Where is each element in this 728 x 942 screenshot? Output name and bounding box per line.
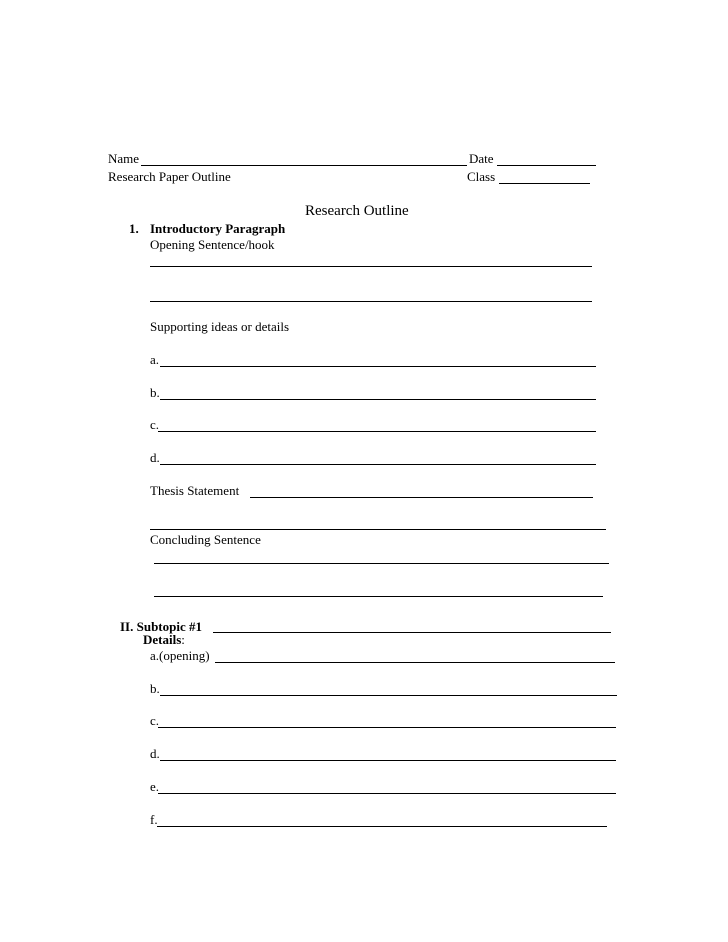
supporting-item-a-line[interactable] [160, 366, 596, 367]
details-label-colon: : [181, 632, 185, 647]
thesis-line-2[interactable] [150, 529, 606, 530]
supporting-item-a-label: a. [150, 352, 160, 367]
document-subtitle: Research Paper Outline [108, 169, 231, 184]
section-1-heading: Introductory Paragraph [150, 221, 286, 236]
details-label-text: Details [143, 632, 182, 647]
detail-item-a-label: a.(opening) [150, 648, 210, 663]
thesis-line-1[interactable] [250, 497, 593, 498]
supporting-item-b-label: b. [150, 385, 160, 400]
detail-item-e-line[interactable] [158, 793, 616, 794]
detail-item-c-line[interactable] [158, 727, 616, 728]
supporting-item-d-line[interactable] [160, 464, 596, 465]
supporting-item-c-line[interactable] [158, 431, 596, 432]
subtopic-1-line[interactable] [213, 632, 611, 633]
name-label: Name [108, 151, 140, 166]
date-label: Date [469, 151, 494, 166]
supporting-item-b-line[interactable] [160, 399, 596, 400]
date-field[interactable] [497, 165, 596, 166]
supporting-ideas-label: Supporting ideas or details [150, 319, 290, 334]
class-field[interactable] [499, 183, 590, 184]
section-2-heading: II. Subtopic #1 [120, 619, 202, 634]
class-label: Class [467, 169, 496, 184]
detail-item-d-label: d. [150, 746, 160, 761]
concluding-line-1[interactable] [154, 563, 609, 564]
thesis-statement-label: Thesis Statement [150, 483, 240, 498]
concluding-line-2[interactable] [154, 596, 603, 597]
detail-item-c-label: c. [150, 713, 160, 728]
detail-item-e-label: e. [150, 779, 160, 794]
name-field[interactable] [141, 165, 467, 166]
opening-line-2[interactable] [150, 301, 592, 302]
page-title: Research Outline [305, 203, 409, 219]
detail-item-f-line[interactable] [157, 826, 607, 827]
opening-sentence-label: Opening Sentence/hook [150, 237, 275, 252]
section-1-number: 1. [129, 221, 139, 236]
details-label [143, 632, 185, 647]
opening-line-1[interactable] [150, 266, 592, 267]
detail-item-b-label: b. [150, 681, 160, 696]
detail-item-f-label: f. [150, 812, 158, 827]
detail-item-a-line[interactable] [215, 662, 615, 663]
detail-item-d-line[interactable] [160, 760, 616, 761]
supporting-item-c-label: c. [150, 417, 160, 432]
concluding-sentence-label: Concluding Sentence [150, 532, 261, 547]
supporting-item-d-label: d. [150, 450, 160, 465]
detail-item-b-line[interactable] [160, 695, 617, 696]
